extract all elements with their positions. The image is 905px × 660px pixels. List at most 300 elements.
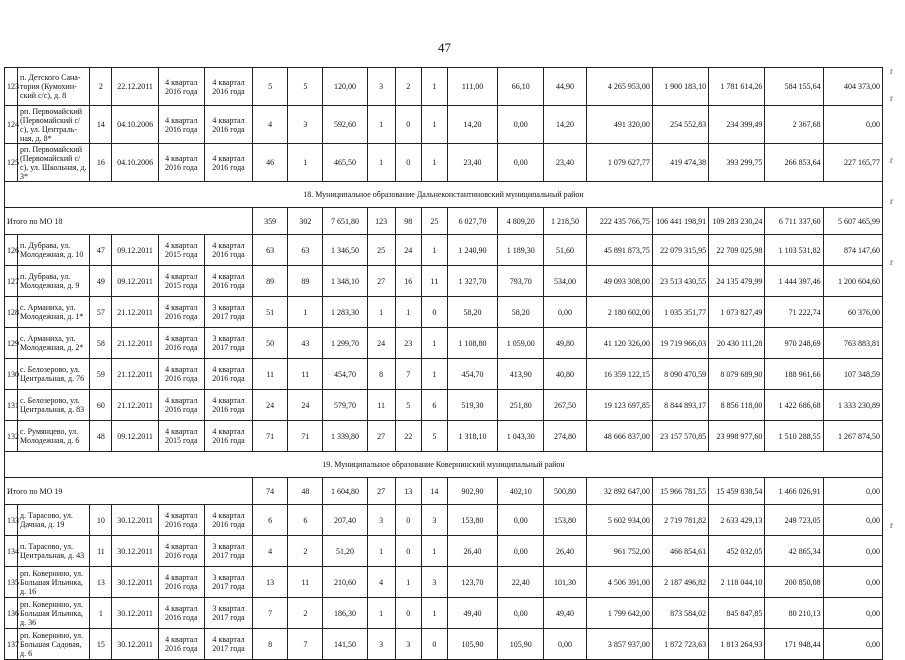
cell-c9: 2: [395, 68, 421, 106]
edge-mark: r: [890, 257, 893, 267]
cell-c13: 267,50: [544, 390, 586, 421]
total-cell-c15: 106 441 198,91: [652, 208, 708, 235]
cell-c12: 105,90: [498, 629, 544, 660]
cell-c8: 25: [367, 235, 395, 266]
cell-c15: 1 035 351,77: [652, 297, 708, 328]
address-cell: рп. Ковернино, ул. Большая Садовая, д. 6: [18, 629, 90, 660]
cell-c13: 101,30: [544, 567, 586, 598]
cell-c9: 0: [395, 536, 421, 567]
cell-c1: 15: [90, 629, 112, 660]
cell-c11: 58,20: [447, 297, 497, 328]
cell-c12: 413,90: [498, 359, 544, 390]
cell-c16: 1 813 264,93: [709, 629, 765, 660]
cell-c14: 4 265 953,00: [586, 68, 652, 106]
cell-c15: 22 079 315,95: [652, 235, 708, 266]
cell-c12: 251,80: [498, 390, 544, 421]
total-cell-c11: 6 027,70: [447, 208, 497, 235]
cell-c16: 23 998 977,60: [709, 421, 765, 452]
cell-c4: 3 квартал 2017 года: [204, 328, 252, 359]
cell-c1: 1: [90, 598, 112, 629]
cell-c9: 0: [395, 505, 421, 536]
cell-c14: 45 891 873,75: [586, 235, 652, 266]
address-cell: рп. Первомайский (Первомайский с/с), ул. Централь-ная, д. 8*: [18, 106, 90, 144]
cell-c16: 393 299,75: [709, 144, 765, 182]
cell-c7: 454,70: [323, 359, 367, 390]
cell-c8: 1: [367, 144, 395, 182]
cell-c18: 60 376,00: [823, 297, 882, 328]
housing-program-table: [4, 67, 883, 660]
cell-c7: 207,40: [323, 505, 367, 536]
total-cell-c14: 32 892 647,00: [586, 478, 652, 505]
cell-c5: 51: [253, 297, 288, 328]
cell-c8: 3: [367, 68, 395, 106]
cell-c1: 14: [90, 106, 112, 144]
cell-c1: 10: [90, 505, 112, 536]
cell-c9: 24: [395, 235, 421, 266]
cell-c8: 8: [367, 359, 395, 390]
row-number: 136: [5, 598, 18, 629]
total-cell-c16: 109 283 230,24: [709, 208, 765, 235]
table-row: [5, 390, 883, 421]
section-title: 18. Муниципальное образование Дальнеконстантиновский муниципальный район: [5, 182, 883, 208]
cell-c10: 0: [421, 629, 447, 660]
section-title: 19. Муниципальное образование Ковернинский муниципальный район: [5, 452, 883, 478]
table-row: [5, 629, 883, 660]
cell-c5: 4: [253, 106, 288, 144]
total-cell-c10: 14: [421, 478, 447, 505]
cell-c2: 30.12.2011: [112, 536, 158, 567]
cell-c14: 48 666 837,00: [586, 421, 652, 452]
cell-c10: 5: [421, 421, 447, 452]
address-cell: с. Румянцево, ул. Молодежная, д. 6: [18, 421, 90, 452]
cell-c17: 80 210,13: [765, 598, 823, 629]
cell-c3: 4 квартал 2015 года: [158, 421, 204, 452]
cell-c4: 4 квартал 2016 года: [204, 266, 252, 297]
cell-c9: 23: [395, 328, 421, 359]
cell-c2: 04.10.2006: [112, 144, 158, 182]
cell-c7: 51,20: [323, 536, 367, 567]
cell-c6: 2: [288, 536, 323, 567]
cell-c11: 105,90: [447, 629, 497, 660]
total-cell-c10: 25: [421, 208, 447, 235]
total-cell-c17: 1 466 026,91: [765, 478, 823, 505]
cell-c14: 16 359 122,15: [586, 359, 652, 390]
address-cell: п. Дубрава, ул. Молодежная, д. 9: [18, 266, 90, 297]
cell-c6: 89: [288, 266, 323, 297]
row-number: 124: [5, 106, 18, 144]
cell-c12: 22,40: [498, 567, 544, 598]
total-cell-c5: 359: [253, 208, 288, 235]
cell-c6: 1: [288, 297, 323, 328]
cell-c13: 274,80: [544, 421, 586, 452]
total-cell-c9: 13: [395, 478, 421, 505]
cell-c6: 43: [288, 328, 323, 359]
edge-mark: r: [890, 93, 893, 103]
cell-c8: 1: [367, 297, 395, 328]
cell-c16: 1 073 827,49: [709, 297, 765, 328]
cell-c11: 49,40: [447, 598, 497, 629]
cell-c4: 4 квартал 2016 года: [204, 421, 252, 452]
cell-c3: 4 квартал 2016 года: [158, 598, 204, 629]
cell-c2: 22.12.2011: [112, 68, 158, 106]
cell-c6: 7: [288, 629, 323, 660]
cell-c4: 3 квартал 2017 года: [204, 297, 252, 328]
address-cell: с. Арманиха, ул. Молодежная, д. 1*: [18, 297, 90, 328]
cell-c11: 26,40: [447, 536, 497, 567]
total-cell-c8: 123: [367, 208, 395, 235]
cell-c7: 1 339,80: [323, 421, 367, 452]
page-number: 47: [438, 40, 451, 55]
cell-c4: 4 квартал 2017 года: [204, 629, 252, 660]
cell-c11: 1 327,70: [447, 266, 497, 297]
cell-c2: 21.12.2011: [112, 359, 158, 390]
cell-c5: 50: [253, 328, 288, 359]
table-row: [5, 359, 883, 390]
row-number: 123: [5, 68, 18, 106]
address-cell: п. Тарасово, ул. Центральная, д. 43: [18, 536, 90, 567]
cell-c2: 09.12.2011: [112, 235, 158, 266]
cell-c1: 47: [90, 235, 112, 266]
cell-c17: 249 723,05: [765, 505, 823, 536]
cell-c10: 1: [421, 68, 447, 106]
cell-c8: 4: [367, 567, 395, 598]
cell-c8: 3: [367, 629, 395, 660]
total-cell-c6: 48: [288, 478, 323, 505]
cell-c5: 8: [253, 629, 288, 660]
total-cell-c9: 98: [395, 208, 421, 235]
cell-c1: 11: [90, 536, 112, 567]
cell-c8: 27: [367, 266, 395, 297]
cell-c15: 873 584,02: [652, 598, 708, 629]
cell-c1: 57: [90, 297, 112, 328]
cell-c9: 3: [395, 629, 421, 660]
cell-c5: 24: [253, 390, 288, 421]
cell-c17: 1 444 397,46: [765, 266, 823, 297]
cell-c17: 1 103 531,82: [765, 235, 823, 266]
cell-c18: 227 165,77: [823, 144, 882, 182]
cell-c5: 7: [253, 598, 288, 629]
cell-c13: 40,80: [544, 359, 586, 390]
cell-c10: 1: [421, 235, 447, 266]
cell-c14: 49 093 308,00: [586, 266, 652, 297]
address-cell: с. Арманиха, ул. Молодежная, д. 2*: [18, 328, 90, 359]
cell-c3: 4 квартал 2016 года: [158, 390, 204, 421]
cell-c4: 4 квартал 2016 года: [204, 359, 252, 390]
cell-c14: 1 079 627,77: [586, 144, 652, 182]
cell-c6: 3: [288, 106, 323, 144]
cell-c15: 23 157 570,85: [652, 421, 708, 452]
cell-c3: 4 квартал 2016 года: [158, 144, 204, 182]
table-row: [5, 297, 883, 328]
cell-c16: 845 847,85: [709, 598, 765, 629]
cell-c3: 4 квартал 2015 года: [158, 266, 204, 297]
cell-c11: 519,30: [447, 390, 497, 421]
cell-c9: 1: [395, 567, 421, 598]
cell-c17: 1 422 686,68: [765, 390, 823, 421]
cell-c15: 2 187 496,82: [652, 567, 708, 598]
edge-mark: r: [890, 520, 893, 530]
cell-c16: 2 633 429,13: [709, 505, 765, 536]
cell-c17: 970 248,69: [765, 328, 823, 359]
edge-mark: r: [890, 196, 893, 206]
cell-c1: 48: [90, 421, 112, 452]
address-cell: п. Детского Сана-тория (Кумохин-ский с/с), д. 8: [18, 68, 90, 106]
table-row: [5, 421, 883, 452]
cell-c3: 4 квартал 2016 года: [158, 106, 204, 144]
cell-c8: 3: [367, 505, 395, 536]
total-row: [5, 478, 883, 505]
row-number: 125: [5, 144, 18, 182]
cell-c12: 0,00: [498, 144, 544, 182]
cell-c1: 58: [90, 328, 112, 359]
cell-c10: 3: [421, 567, 447, 598]
cell-c17: 1 510 288,55: [765, 421, 823, 452]
cell-c9: 5: [395, 390, 421, 421]
cell-c6: 24: [288, 390, 323, 421]
cell-c6: 11: [288, 567, 323, 598]
cell-c12: 0,00: [498, 598, 544, 629]
cell-c17: 2 367,68: [765, 106, 823, 144]
cell-c10: 1: [421, 328, 447, 359]
cell-c10: 3: [421, 505, 447, 536]
cell-c7: 1 283,30: [323, 297, 367, 328]
table-row: [5, 144, 883, 182]
cell-c4: 4 квартал 2016 года: [204, 144, 252, 182]
row-number: 129: [5, 328, 18, 359]
cell-c9: 0: [395, 106, 421, 144]
cell-c11: 23,40: [447, 144, 497, 182]
cell-c16: 24 135 479,99: [709, 266, 765, 297]
cell-c16: 8 856 118,00: [709, 390, 765, 421]
cell-c6: 63: [288, 235, 323, 266]
cell-c10: 1: [421, 536, 447, 567]
row-number: 133: [5, 505, 18, 536]
cell-c2: 04.10.2006: [112, 106, 158, 144]
row-number: 128: [5, 297, 18, 328]
table-body: [5, 68, 883, 660]
cell-c15: 8 844 893,17: [652, 390, 708, 421]
cell-c18: 874 147,60: [823, 235, 882, 266]
cell-c1: 59: [90, 359, 112, 390]
cell-c12: 0,00: [498, 505, 544, 536]
row-number: 137: [5, 629, 18, 660]
cell-c10: 1: [421, 144, 447, 182]
cell-c2: 30.12.2011: [112, 567, 158, 598]
cell-c4: 3 квартал 2017 года: [204, 567, 252, 598]
cell-c17: 171 948,44: [765, 629, 823, 660]
cell-c15: 2 719 781,82: [652, 505, 708, 536]
cell-c13: 51,60: [544, 235, 586, 266]
address-cell: рп. Первомайский (Первомайский с/с), ул. Школьная, д. 3*: [18, 144, 90, 182]
row-number: 127: [5, 266, 18, 297]
cell-c11: 153,80: [447, 505, 497, 536]
cell-c5: 4: [253, 536, 288, 567]
row-number: 131: [5, 390, 18, 421]
cell-c1: 16: [90, 144, 112, 182]
cell-c8: 24: [367, 328, 395, 359]
cell-c16: 22 709 025,98: [709, 235, 765, 266]
cell-c6: 1: [288, 144, 323, 182]
table-row: [5, 68, 883, 106]
cell-c18: 1 200 604,60: [823, 266, 882, 297]
address-cell: с. Белозерово, ул. Центральная, д. 83: [18, 390, 90, 421]
cell-c5: 89: [253, 266, 288, 297]
cell-c6: 6: [288, 505, 323, 536]
cell-c3: 4 квартал 2016 года: [158, 629, 204, 660]
cell-c9: 0: [395, 598, 421, 629]
cell-c7: 1 299,70: [323, 328, 367, 359]
cell-c14: 1 799 642,00: [586, 598, 652, 629]
cell-c11: 1 240,90: [447, 235, 497, 266]
cell-c3: 4 квартал 2016 года: [158, 567, 204, 598]
total-cell-c5: 74: [253, 478, 288, 505]
cell-c18: 0,00: [823, 505, 882, 536]
cell-c14: 19 123 697,85: [586, 390, 652, 421]
cell-c5: 13: [253, 567, 288, 598]
cell-c18: 763 883,81: [823, 328, 882, 359]
total-cell-c12: 402,10: [498, 478, 544, 505]
cell-c18: 1 333 230,89: [823, 390, 882, 421]
cell-c18: 107 348,59: [823, 359, 882, 390]
total-cell-c8: 27: [367, 478, 395, 505]
cell-c9: 0: [395, 144, 421, 182]
table-row: [5, 598, 883, 629]
cell-c15: 254 552,83: [652, 106, 708, 144]
edge-mark: r: [890, 66, 893, 76]
cell-c11: 14,20: [447, 106, 497, 144]
cell-c18: 0,00: [823, 536, 882, 567]
cell-c8: 11: [367, 390, 395, 421]
cell-c3: 4 квартал 2016 года: [158, 328, 204, 359]
total-cell-c14: 222 435 766,75: [586, 208, 652, 235]
cell-c8: 27: [367, 421, 395, 452]
cell-c16: 2 118 044,10: [709, 567, 765, 598]
total-cell-c11: 902,90: [447, 478, 497, 505]
cell-c2: 30.12.2011: [112, 629, 158, 660]
cell-c14: 4 506 391,00: [586, 567, 652, 598]
cell-c2: 09.12.2011: [112, 266, 158, 297]
cell-c13: 534,00: [544, 266, 586, 297]
cell-c12: 66,10: [498, 68, 544, 106]
cell-c6: 71: [288, 421, 323, 452]
total-cell-c18: 0,00: [823, 478, 882, 505]
cell-c10: 0: [421, 297, 447, 328]
table-row: [5, 328, 883, 359]
cell-c9: 22: [395, 421, 421, 452]
row-number: 126: [5, 235, 18, 266]
edge-mark: r: [890, 155, 893, 165]
cell-c13: 0,00: [544, 629, 586, 660]
total-cell-c7: 1 604,80: [323, 478, 367, 505]
cell-c15: 419 474,38: [652, 144, 708, 182]
cell-c9: 1: [395, 297, 421, 328]
cell-c17: 266 853,64: [765, 144, 823, 182]
row-number: 135: [5, 567, 18, 598]
total-label: Итого по МО 18: [5, 208, 253, 235]
cell-c12: 1 043,30: [498, 421, 544, 452]
cell-c18: 0,00: [823, 567, 882, 598]
cell-c13: 0,00: [544, 297, 586, 328]
cell-c18: 404 373,00: [823, 68, 882, 106]
cell-c5: 6: [253, 505, 288, 536]
address-cell: д. Тарасово, ул. Дачная, д. 19: [18, 505, 90, 536]
cell-c17: 584 155,64: [765, 68, 823, 106]
table-row: [5, 536, 883, 567]
cell-c12: 793,70: [498, 266, 544, 297]
address-cell: рп. Ковернино, ул. Большая Ильинка, д. 36: [18, 598, 90, 629]
cell-c3: 4 квартал 2016 года: [158, 505, 204, 536]
cell-c4: 4 квартал 2016 года: [204, 106, 252, 144]
cell-c6: 5: [288, 68, 323, 106]
cell-c15: 23 513 430,55: [652, 266, 708, 297]
cell-c2: 21.12.2011: [112, 390, 158, 421]
cell-c1: 2: [90, 68, 112, 106]
cell-c4: 4 квартал 2016 года: [204, 235, 252, 266]
cell-c7: 1 346,50: [323, 235, 367, 266]
cell-c15: 8 090 470,59: [652, 359, 708, 390]
cell-c18: 0,00: [823, 629, 882, 660]
cell-c4: 4 квартал 2016 года: [204, 68, 252, 106]
section-header-row: [5, 182, 883, 208]
row-number: 132: [5, 421, 18, 452]
total-cell-c12: 4 809,20: [498, 208, 544, 235]
cell-c13: 23,40: [544, 144, 586, 182]
cell-c6: 2: [288, 598, 323, 629]
address-cell: п. Дубрава, ул. Молодежная, д. 10: [18, 235, 90, 266]
total-cell-c13: 1 218,50: [544, 208, 586, 235]
cell-c10: 1: [421, 598, 447, 629]
cell-c16: 8 079 689,90: [709, 359, 765, 390]
cell-c7: 579,70: [323, 390, 367, 421]
cell-c7: 1 348,10: [323, 266, 367, 297]
cell-c9: 16: [395, 266, 421, 297]
cell-c8: 1: [367, 106, 395, 144]
cell-c2: 30.12.2011: [112, 598, 158, 629]
total-cell-c15: 15 966 781,55: [652, 478, 708, 505]
cell-c12: 0,00: [498, 106, 544, 144]
cell-c13: 49,40: [544, 598, 586, 629]
cell-c11: 123,70: [447, 567, 497, 598]
row-number: 134: [5, 536, 18, 567]
cell-c14: 491 320,00: [586, 106, 652, 144]
cell-c13: 26,40: [544, 536, 586, 567]
row-number: 130: [5, 359, 18, 390]
section-header-row: [5, 452, 883, 478]
cell-c14: 2 180 602,00: [586, 297, 652, 328]
cell-c1: 49: [90, 266, 112, 297]
cell-c10: 1: [421, 359, 447, 390]
table-row: [5, 106, 883, 144]
cell-c13: 49,80: [544, 328, 586, 359]
total-cell-c16: 15 459 838,54: [709, 478, 765, 505]
total-cell-c13: 500,80: [544, 478, 586, 505]
cell-c15: 1 872 723,63: [652, 629, 708, 660]
cell-c7: 592,60: [323, 106, 367, 144]
cell-c11: 1 318,10: [447, 421, 497, 452]
cell-c5: 63: [253, 235, 288, 266]
cell-c16: 1 781 614,26: [709, 68, 765, 106]
cell-c3: 4 квартал 2016 года: [158, 359, 204, 390]
cell-c10: 6: [421, 390, 447, 421]
cell-c10: 1: [421, 106, 447, 144]
cell-c10: 11: [421, 266, 447, 297]
cell-c3: 4 квартал 2016 года: [158, 297, 204, 328]
cell-c13: 14,20: [544, 106, 586, 144]
cell-c4: 3 квартал 2017 года: [204, 536, 252, 567]
table-row: [5, 567, 883, 598]
cell-c12: 1 189,30: [498, 235, 544, 266]
cell-c18: 1 267 874,50: [823, 421, 882, 452]
